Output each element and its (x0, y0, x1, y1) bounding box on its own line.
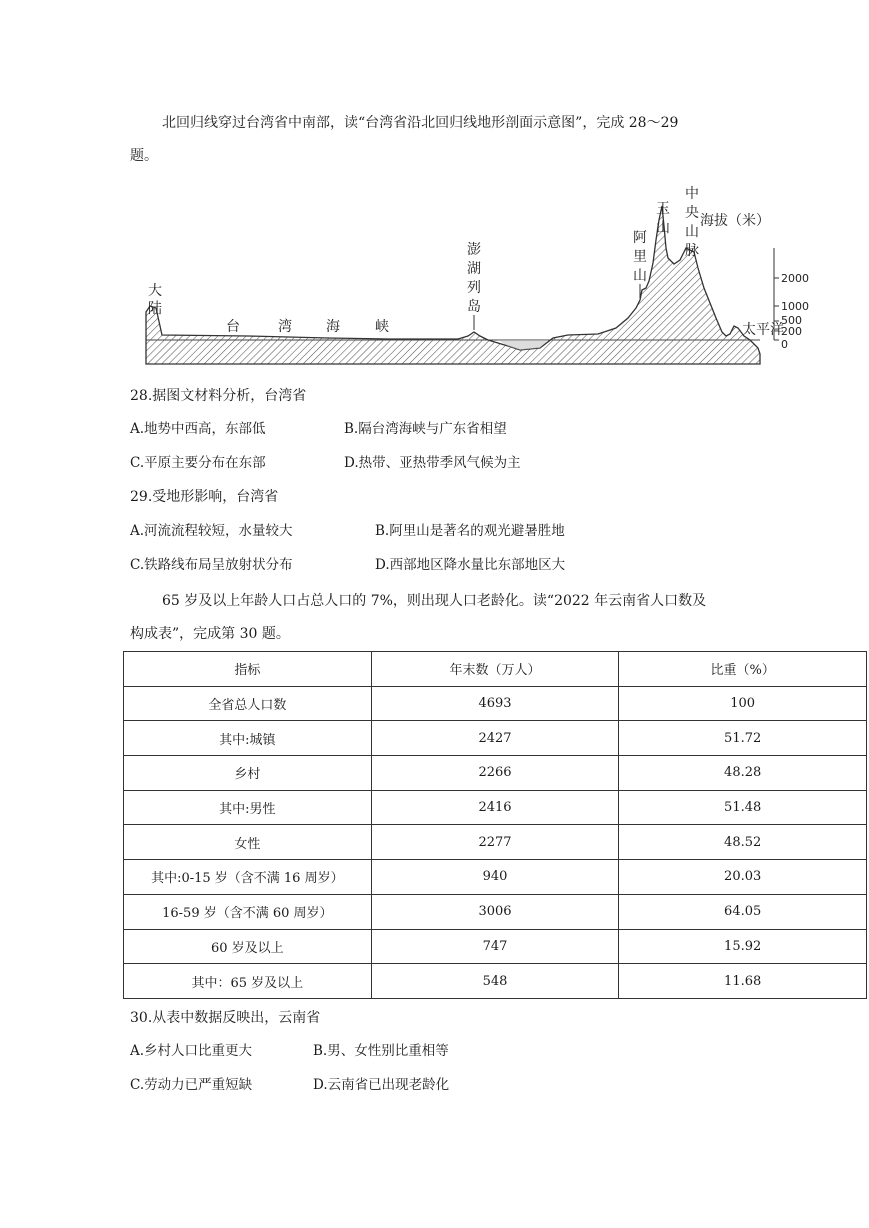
q29-option-b: B.阿里山是著名的观光避暑胜地 (375, 523, 565, 539)
table-cell: 747 (371, 929, 619, 964)
label-penghu: 澎 湖 列 岛 (467, 242, 481, 315)
table-header-cell: 比重（%） (619, 652, 867, 687)
label-strait-1: 台 (226, 319, 240, 335)
q30-option-b: B.男、女性别比重相等 (313, 1043, 449, 1059)
table-cell: 2266 (371, 756, 619, 791)
table-row (124, 686, 867, 721)
table-cell: 2427 (371, 721, 619, 756)
intro2-text-line2: 构成表”，完成第 30 题。 (130, 626, 290, 642)
table-cell: 48.28 (619, 756, 867, 791)
table-row (124, 929, 867, 964)
table-row (124, 721, 867, 756)
table-cell: 48.52 (619, 825, 867, 860)
tick-0: 0 (781, 338, 788, 351)
tick-2000: 2000 (781, 272, 809, 285)
label-dalu: 大 陆 (148, 283, 162, 317)
label-alishan: 阿 里 山 (633, 230, 647, 284)
table-row (124, 756, 867, 791)
table-cell: 2416 (371, 790, 619, 825)
q29-stem: 29.受地形影响，台湾省 (130, 489, 279, 505)
table-cell: 51.48 (619, 790, 867, 825)
table-cell: 11.68 (619, 964, 867, 999)
table-cell: 其中:城镇 (124, 721, 372, 756)
table-cell: 3006 (371, 894, 619, 929)
q28-option-d: D.热带、亚热带季风气候为主 (344, 455, 521, 471)
table-cell: 女性 (124, 825, 372, 860)
table-cell: 全省总人口数 (124, 686, 372, 721)
table-cell: 其中：65 岁及以上 (124, 964, 372, 999)
q28-stem: 28.据图文材料分析，台湾省 (130, 388, 307, 404)
table-cell: 940 (371, 860, 619, 895)
tick-200: 200 (781, 325, 802, 338)
table-row (124, 790, 867, 825)
table-cell: 4693 (371, 686, 619, 721)
table-cell: 其中:男性 (124, 790, 372, 825)
label-strait-4: 峡 (375, 319, 389, 335)
intro2-text-line1: 65 岁及以上年龄人口占总人口的 7%，则出现人口老龄化。读“2022 年云南省人口数及 (162, 593, 707, 609)
table-header-cell: 年末数（万人） (371, 652, 619, 687)
population-table (123, 651, 867, 999)
q30-option-d: D.云南省已出现老龄化 (313, 1077, 450, 1093)
table-cell: 15.92 (619, 929, 867, 964)
table-cell: 20.03 (619, 860, 867, 895)
intro-text-line2: 题。 (130, 148, 158, 164)
q28-option-a: A.地势中西高，东部低 (130, 421, 266, 437)
q30-stem: 30.从表中数据反映出，云南省 (130, 1010, 321, 1026)
table-cell: 2277 (371, 825, 619, 860)
label-strait-3: 海 (326, 319, 340, 335)
tick-500: 500 (781, 314, 802, 327)
table-cell: 其中:0-15 岁（含不满 16 周岁） (124, 860, 372, 895)
table-cell: 60 岁及以上 (124, 929, 372, 964)
table-cell: 51.72 (619, 721, 867, 756)
terrain-profile-diagram (128, 178, 809, 370)
q30-option-c: C.劳动力已严重短缺 (130, 1077, 253, 1093)
label-strait-2: 湾 (278, 319, 292, 335)
q28-option-b: B.隔台湾海峡与广东省相望 (344, 421, 507, 437)
table-row (124, 894, 867, 929)
label-yushan: 玉 山 (656, 201, 670, 236)
table-row (124, 964, 867, 999)
table-cell: 16-59 岁（含不满 60 周岁） (124, 894, 372, 929)
q29-option-a: A.河流流程较短，水量较大 (130, 523, 293, 539)
tick-1000: 1000 (781, 300, 809, 313)
label-zhongyang: 中 央 山 脉 (685, 186, 699, 259)
table-row (124, 825, 867, 860)
table-cell: 548 (371, 964, 619, 999)
table-cell: 64.05 (619, 894, 867, 929)
label-pacific: 太平洋 (742, 322, 784, 338)
intro-text-line1: 北回归线穿过台湾省中南部，读“台湾省沿北回归线地形剖面示意图”，完成 28～29 (162, 115, 679, 131)
table-header-row (124, 652, 867, 687)
table-cell: 100 (619, 686, 867, 721)
table-header-cell: 指标 (124, 652, 372, 687)
table-cell: 乡村 (124, 756, 372, 791)
q29-option-c: C.铁路线布局呈放射状分布 (130, 557, 293, 573)
q29-option-d: D.西部地区降水量比东部地区大 (375, 557, 566, 573)
q28-option-c: C.平原主要分布在东部 (130, 455, 266, 471)
q30-option-a: A.乡村人口比重更大 (130, 1043, 253, 1059)
label-axis-title: 海拔（米） (700, 213, 770, 229)
table-row (124, 860, 867, 895)
